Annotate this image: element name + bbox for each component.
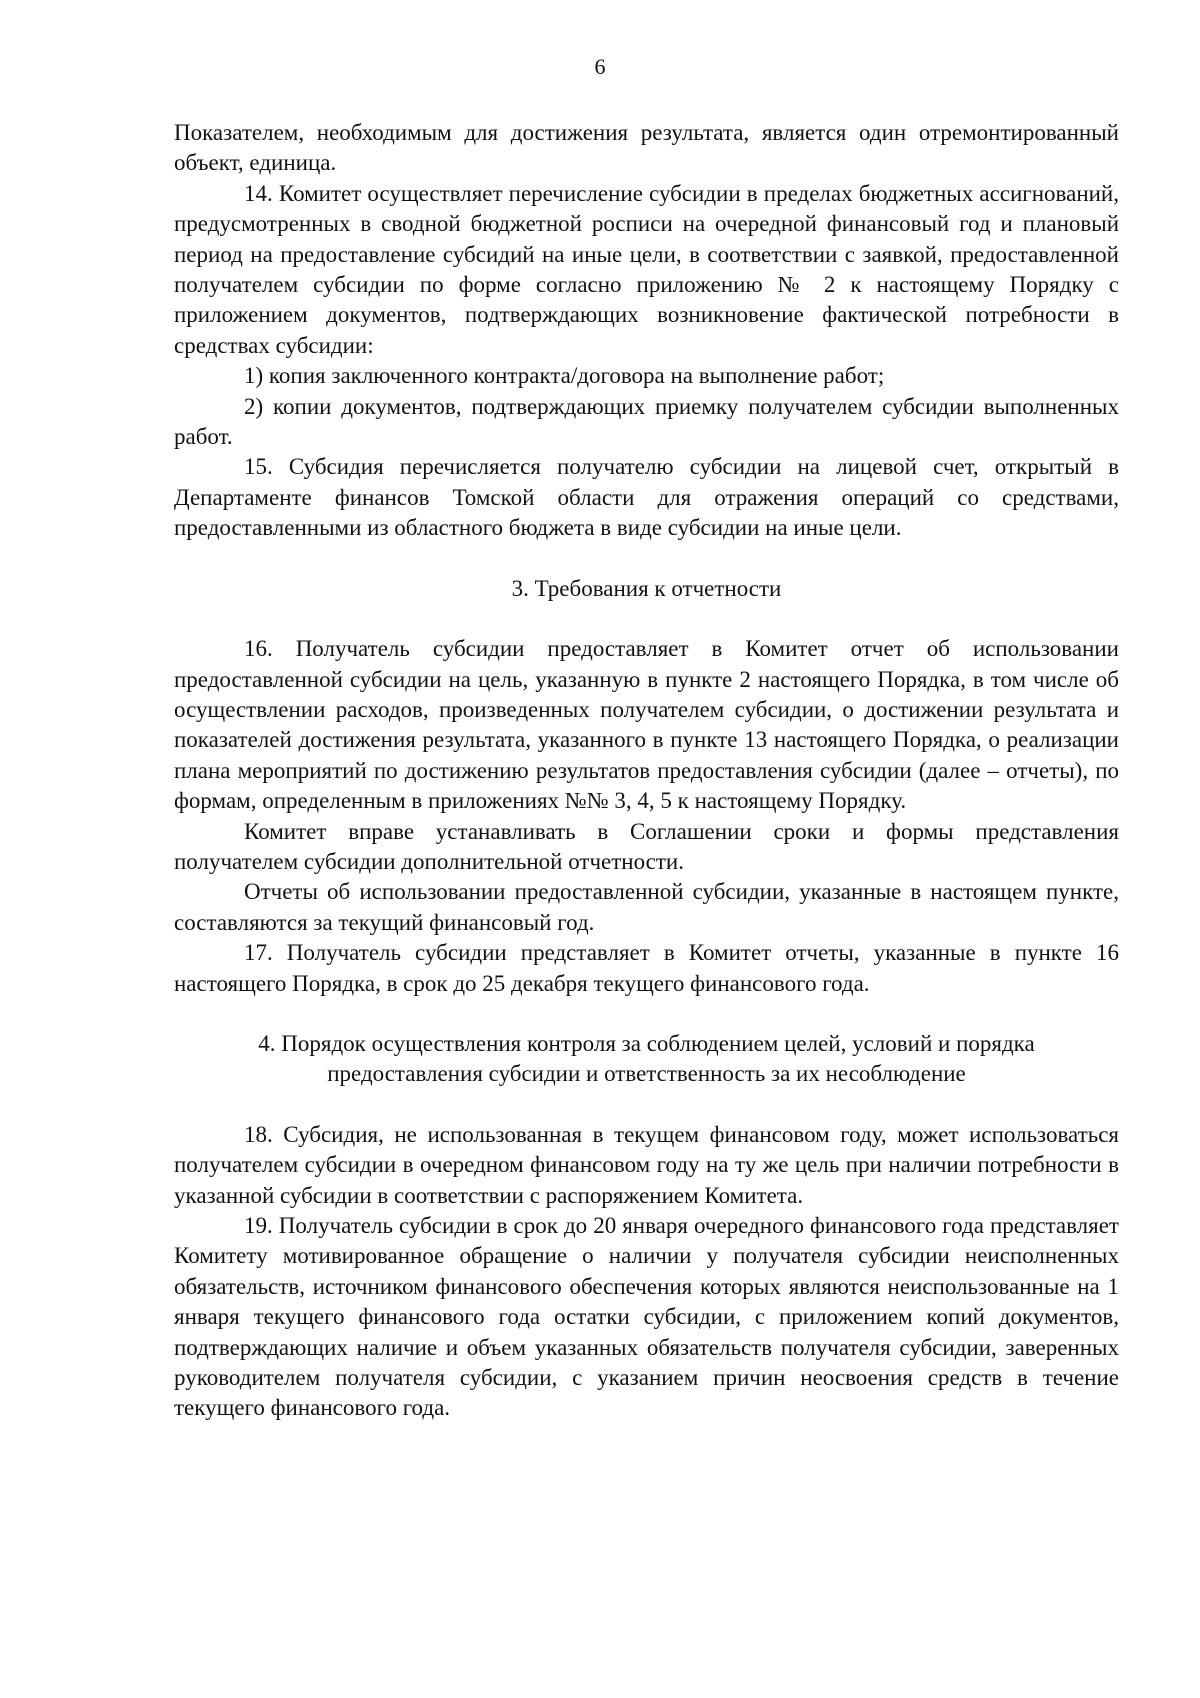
- paragraph-indicator: Показателем, необходимым для достижения результата, является один отремонтированный объект, единица.: [174, 120, 1119, 176]
- document-body: [174, 118, 1119, 1424]
- paragraph-16-c: Отчеты об использовании предоставленной субсидии, указанные в настоящем пункте, составляются за текущий финансовый год.: [174, 879, 1119, 935]
- page-number: 6: [594, 54, 606, 79]
- paragraph-14-item-1: 1) копия заключенного контракта/договора на выполнение работ;: [244, 363, 885, 389]
- paragraph-14-item-2: 2) копии документов, подтверждающих приемку получателем субсидии выполненных работ.: [174, 393, 1119, 450]
- section-3-heading: 3. Требования к отчетности: [511, 575, 782, 601]
- paragraph-16-b: Комитет вправе устанавливать в Соглашении сроки и формы представления получателем субсидии дополнительной отчетности.: [174, 818, 1119, 874]
- paragraph-16: 16. Получатель субсидии предоставляет в Комитет отчет об использовании предоставленной субсидии на цель, указанную в пункте 2 настоящего Порядка, в том числе об осуществлении расходов, произведенных получателем субсидии, о достижении результата и показателей достижения результата, указанного в пункте 13 настоящего Порядка, о реализации плана мероприятий по достижению результатов предоставления субсидии (далее – отчеты), по формам, определенным в приложениях №№ 3, 4, 5 к настоящему Порядку.: [174, 636, 1119, 814]
- section-4-heading-line-1: 4. Порядок осуществления контроля за соблюдением целей, условий и порядка: [258, 1030, 1035, 1056]
- paragraph-17: 17. Получатель субсидии представляет в Комитет отчеты, указанные в пункте 16 настоящего Порядка, в срок до 25 декабря текущего финансового года.: [174, 940, 1119, 996]
- paragraph-19: 19. Получатель субсидии в срок до 20 января очередного финансового года представляет Комитету мотивированное обращение о наличии у получателя субсидии неисполненных обязательств, источником финансового обеспечения которых являются неиспользованные на 1 января текущего финансового года остатки субсидии, с приложением копий документов, подтверждающих наличие и объем указанных обязательств получателя субсидии, заверенных руководителем получателя субсидии, с указанием причин неосвоения средств в течение текущего финансового года.: [174, 1213, 1119, 1421]
- section-4-heading: [174, 1029, 1119, 1090]
- section-4-heading-line-2: предоставления субсидии и ответственность за их несоблюдение: [327, 1061, 966, 1087]
- paragraph-15: 15. Субсидия перечисляется получателю субсидии на лицевой счет, открытый в Департаменте финансов Томской области для отражения операций со средствами, предоставленными из областного бюджета в виде субсидии на иные цели.: [174, 454, 1119, 541]
- paragraph-14: 14. Комитет осуществляет перечисление субсидии в пределах бюджетных ассигнований, предусмотренных в сводной бюджетной росписи на очередной финансовый год и плановый период на предоставление субсидий на иные цели, в соответствии с заявкой, предоставленной получателем субсидии по форме согласно приложению № 2 к настоящему Порядку с приложением документов, подтверждающих возникновение фактической потребности в средствах субсидии:: [174, 180, 1119, 358]
- paragraph-18: 18. Субсидия, не использованная в текущем финансовом году, может использоваться получателем субсидии в очередном финансовом году на ту же цель при наличии потребности в указанной субсидии в соответствии с распоряжением Комитета.: [174, 1121, 1119, 1208]
